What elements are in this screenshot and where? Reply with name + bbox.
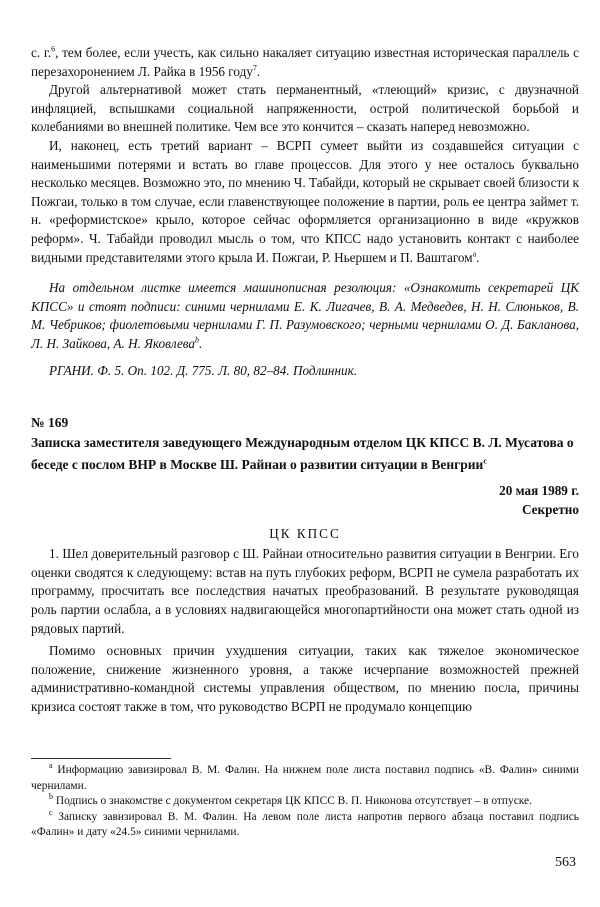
paragraph-third-variant: И, наконец, есть третий вариант – ВСРП сумеет выйти из создавшейся ситуации с наименьшими потерями и встать во главе процессов. Для этого у нее осталось буквально несколько месяцев. Возможно это, по мнению Ч. Табайди, который не скрывает своей близости к Пожгаи, только в том случае, если главенствующее положение в партии, роль ее центра займет т. н. «реформистское» крыло, которое сейчас оформляется организационно в виде «кружков реформ». Ч. Табайди проводил мысль о том, что КПСС надо установить контакт с наиболее видными представителями этого крыла И. Пожгаи, Р. Ньершем и П. Ваштагом$^a$. — [31, 137, 579, 265]
document-paragraph-2: Помимо основных причин ухудшения ситуации, таких как тяжелое экономическое положение, снижение жизненного уровня, а также исчерпание возможностей прежней административно-командной системы управления обществом, по мнению посла, причины кризиса состоят также в том, что руководство ВСРП не продумало концепцию — [31, 643, 579, 715]
archival-note: На отдельном листке имеется машинописная резолюция: «Ознакомить секретарей ЦК КПСС» и стоят подписи: синими чернилами Е. К. Лигачев, В. А. Медведев, Н. Н. Слюньков, В. М. Чебриков; фиолетовыми чернилами Г. П. Разумовского; черными чернилами О. Д. Бакланова, Л. Н. Зайкова, А. Н. Яковлева$^b$. — [31, 280, 579, 351]
footnote-b: $^b$ Подпись о знакомстве с документом секретаря ЦК КПСС В. П. Никонова отсутствует – в отпуске. — [49, 792, 532, 808]
document-paragraph-1: 1. Шел доверительный разговор с Ш. Райнаи относительно развития ситуации в Венгрии. Его оценки сводятся к следующему: встав на путь глубоких реформ, ВСРП не сумела разработать их программу, просчитать все последствия начатых преобразований. В результате руководящая роль партии ослабла, а в условиях надвигающейся многопартийности она может стать одной из рядовых партий. — [31, 546, 579, 636]
footnote-divider — [31, 758, 171, 759]
archival-source: РГАНИ. Ф. 5. Оп. 102. Д. 775. Л. 80, 82–84. Подлинник. — [49, 362, 358, 378]
document-number: № 169 — [31, 415, 69, 431]
document-addressee: ЦК КПСС — [269, 526, 341, 542]
footnote-c: $^c$ Записку завизировал В. М. Фалин. На левом поле листа напротив первого абзаца поставил подпись «Фалин» и дату «24.5» синими чернилами. — [31, 807, 579, 839]
footnote-a: $^a$ Информацию завизировал В. М. Фалин. На нижнем поле листа поставил подпись «В. Фалин» синими чернилами. — [31, 761, 579, 792]
paragraph-alternative: Другой альтернативой может стать перманентный, «тлеющий» кризис, с двузначной инфляцией, вспышками социальной напряженности, острой политической борьбой и колебаниями во внешней политике. Чем все это кончится – сказать наперед невозможно. — [31, 82, 579, 135]
page-body — [31, 44, 579, 717]
document-classification: Секретно — [522, 501, 579, 517]
paragraph-continued: с. г.$^6$, тем более, если учесть, как сильно накаляет ситуацию известная историческая параллель с перезахоронением Л. Райка в 1956 году$^7$. — [31, 44, 579, 79]
footnotes — [31, 763, 579, 841]
document-date: 20 мая 1989 г. — [499, 483, 579, 499]
page-number: 563 — [555, 855, 576, 870]
document-title: Записка заместителя заведующего Международным отделом ЦК КПСС В. Л. Мусатова о беседе с послом ВНР в Москве Ш. Райнаи о развитии ситуации в Венгрии$^c$ — [31, 435, 574, 473]
